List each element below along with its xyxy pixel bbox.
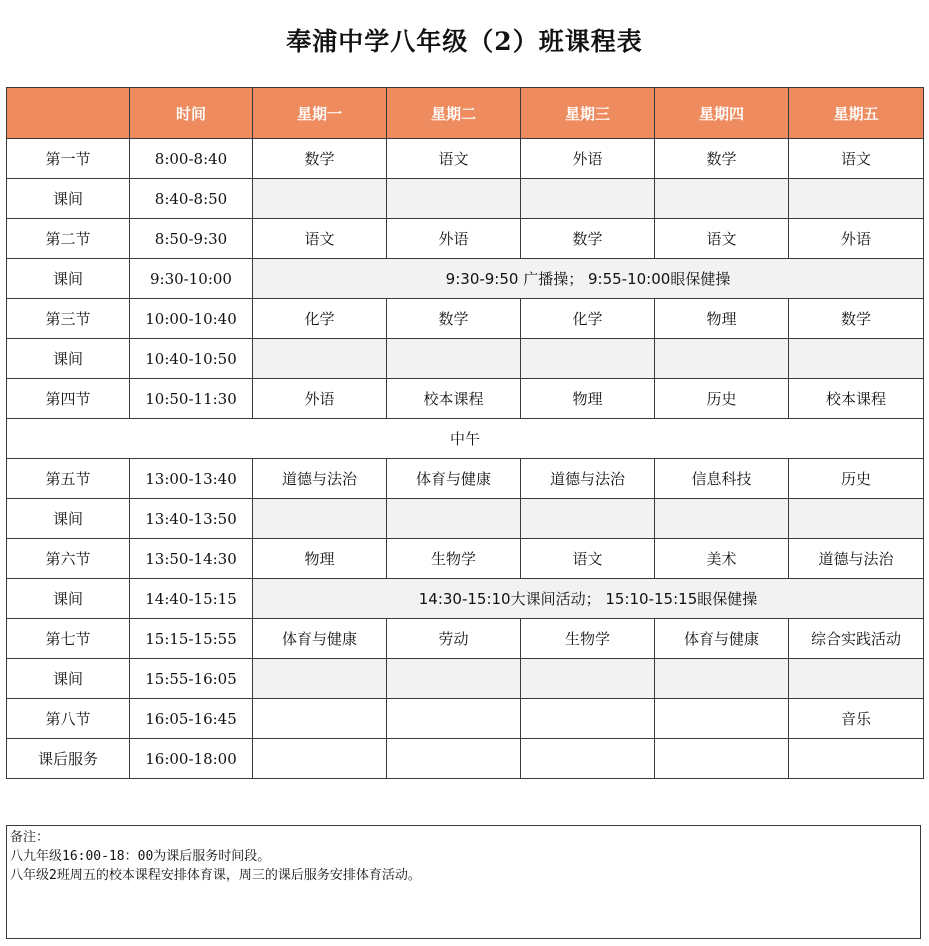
table-row — [7, 299, 924, 339]
course-cell: 外语 — [521, 139, 655, 179]
course-cell — [655, 339, 789, 379]
course-cell — [387, 179, 521, 219]
course-cell — [655, 739, 789, 779]
course-cell: 校本课程 — [789, 379, 924, 419]
course-cell — [655, 499, 789, 539]
table-row — [7, 139, 924, 179]
course-cell: 体育与健康 — [253, 619, 387, 659]
period-time: 13:40-13:50 — [130, 499, 253, 539]
course-cell — [387, 739, 521, 779]
course-cell: 历史 — [789, 459, 924, 499]
course-cell: 校本课程 — [387, 379, 521, 419]
course-cell: 数学 — [387, 299, 521, 339]
header-wednesday: 星期三 — [521, 88, 655, 139]
break-activity-cell: 9:30-9:50 广播操； 9:55-10:00眼保健操 — [253, 259, 924, 299]
course-cell — [521, 499, 655, 539]
period-label: 课间 — [7, 259, 130, 299]
course-cell: 外语 — [253, 379, 387, 419]
course-cell — [521, 659, 655, 699]
schedule-body — [7, 139, 924, 779]
header-row — [7, 88, 924, 139]
course-cell: 语文 — [521, 539, 655, 579]
course-cell — [253, 339, 387, 379]
table-row — [7, 179, 924, 219]
course-cell: 道德与法治 — [789, 539, 924, 579]
period-label: 第一节 — [7, 139, 130, 179]
course-cell: 体育与健康 — [387, 459, 521, 499]
course-cell — [521, 179, 655, 219]
course-cell — [521, 339, 655, 379]
period-label: 第二节 — [7, 219, 130, 259]
table-row — [7, 579, 924, 619]
course-cell — [789, 659, 924, 699]
period-label: 课间 — [7, 659, 130, 699]
period-time: 13:50-14:30 — [130, 539, 253, 579]
period-label: 课间 — [7, 579, 130, 619]
course-cell — [655, 659, 789, 699]
course-cell — [789, 179, 924, 219]
period-time: 16:00-18:00 — [130, 739, 253, 779]
course-cell: 道德与法治 — [253, 459, 387, 499]
course-cell: 外语 — [789, 219, 924, 259]
period-time: 10:40-10:50 — [130, 339, 253, 379]
period-time: 10:00-10:40 — [130, 299, 253, 339]
course-cell: 化学 — [253, 299, 387, 339]
course-cell — [253, 499, 387, 539]
period-label: 课间 — [7, 499, 130, 539]
notes-line: 八年级2班周五的校本课程安排体育课，周三的课后服务安排体育活动。 — [10, 868, 421, 883]
period-time: 10:50-11:30 — [130, 379, 253, 419]
course-cell — [789, 339, 924, 379]
course-cell — [387, 499, 521, 539]
period-time: 8:40-8:50 — [130, 179, 253, 219]
table-row — [7, 539, 924, 579]
period-time: 14:40-15:15 — [130, 579, 253, 619]
course-cell: 生物学 — [387, 539, 521, 579]
course-cell: 生物学 — [521, 619, 655, 659]
table-row — [7, 259, 924, 299]
course-cell: 物理 — [521, 379, 655, 419]
period-time: 8:50-9:30 — [130, 219, 253, 259]
header-thursday: 星期四 — [655, 88, 789, 139]
table-row — [7, 499, 924, 539]
period-label: 第三节 — [7, 299, 130, 339]
course-cell: 语文 — [253, 219, 387, 259]
table-row — [7, 419, 924, 459]
course-cell — [253, 659, 387, 699]
course-cell: 综合实践活动 — [789, 619, 924, 659]
course-cell: 化学 — [521, 299, 655, 339]
period-label: 课间 — [7, 339, 130, 379]
course-cell: 历史 — [655, 379, 789, 419]
header-blank-cell — [7, 88, 130, 139]
period-time: 15:15-15:55 — [130, 619, 253, 659]
period-time: 8:00-8:40 — [130, 139, 253, 179]
break-activity-cell: 14:30-15:10大课间活动； 15:10-15:15眼保健操 — [253, 579, 924, 619]
course-cell: 数学 — [253, 139, 387, 179]
course-cell: 语文 — [387, 139, 521, 179]
course-cell: 数学 — [521, 219, 655, 259]
course-cell: 劳动 — [387, 619, 521, 659]
course-cell: 信息科技 — [655, 459, 789, 499]
course-cell — [655, 699, 789, 739]
header-tuesday: 星期二 — [387, 88, 521, 139]
noon-break-cell: 中午 — [7, 419, 924, 459]
period-label: 第八节 — [7, 699, 130, 739]
table-row — [7, 379, 924, 419]
schedule-table — [6, 87, 924, 779]
course-cell — [521, 699, 655, 739]
course-cell — [789, 499, 924, 539]
header-friday: 星期五 — [789, 88, 924, 139]
course-cell: 音乐 — [789, 699, 924, 739]
course-cell: 体育与健康 — [655, 619, 789, 659]
table-row — [7, 459, 924, 499]
period-label: 课后服务 — [7, 739, 130, 779]
course-cell: 数学 — [789, 299, 924, 339]
course-cell — [387, 339, 521, 379]
period-label: 第七节 — [7, 619, 130, 659]
course-cell — [253, 739, 387, 779]
course-cell — [253, 179, 387, 219]
course-cell: 美术 — [655, 539, 789, 579]
header-time: 时间 — [130, 88, 253, 139]
course-cell: 物理 — [253, 539, 387, 579]
period-time: 16:05-16:45 — [130, 699, 253, 739]
table-row — [7, 739, 924, 779]
course-cell: 数学 — [655, 139, 789, 179]
course-cell: 语文 — [789, 139, 924, 179]
period-label: 第五节 — [7, 459, 130, 499]
period-time: 13:00-13:40 — [130, 459, 253, 499]
course-cell: 物理 — [655, 299, 789, 339]
header-monday: 星期一 — [253, 88, 387, 139]
table-row — [7, 619, 924, 659]
notes-heading: 备注： — [10, 830, 50, 845]
course-cell — [655, 179, 789, 219]
course-cell — [387, 699, 521, 739]
course-cell — [253, 699, 387, 739]
course-cell — [789, 739, 924, 779]
period-label: 第四节 — [7, 379, 130, 419]
course-cell: 道德与法治 — [521, 459, 655, 499]
notes-box — [6, 825, 921, 939]
period-time: 15:55-16:05 — [130, 659, 253, 699]
course-cell: 外语 — [387, 219, 521, 259]
notes-line: 八九年级16:00-18：00为课后服务时间段。 — [10, 849, 271, 864]
period-time: 9:30-10:00 — [130, 259, 253, 299]
course-cell — [387, 659, 521, 699]
period-label: 课间 — [7, 179, 130, 219]
course-cell: 语文 — [655, 219, 789, 259]
table-row — [7, 219, 924, 259]
page-title: 奉浦中学八年级（2）班课程表 — [286, 27, 643, 56]
period-label: 第六节 — [7, 539, 130, 579]
table-row — [7, 339, 924, 379]
course-cell — [521, 739, 655, 779]
table-row — [7, 659, 924, 699]
table-row — [7, 699, 924, 739]
